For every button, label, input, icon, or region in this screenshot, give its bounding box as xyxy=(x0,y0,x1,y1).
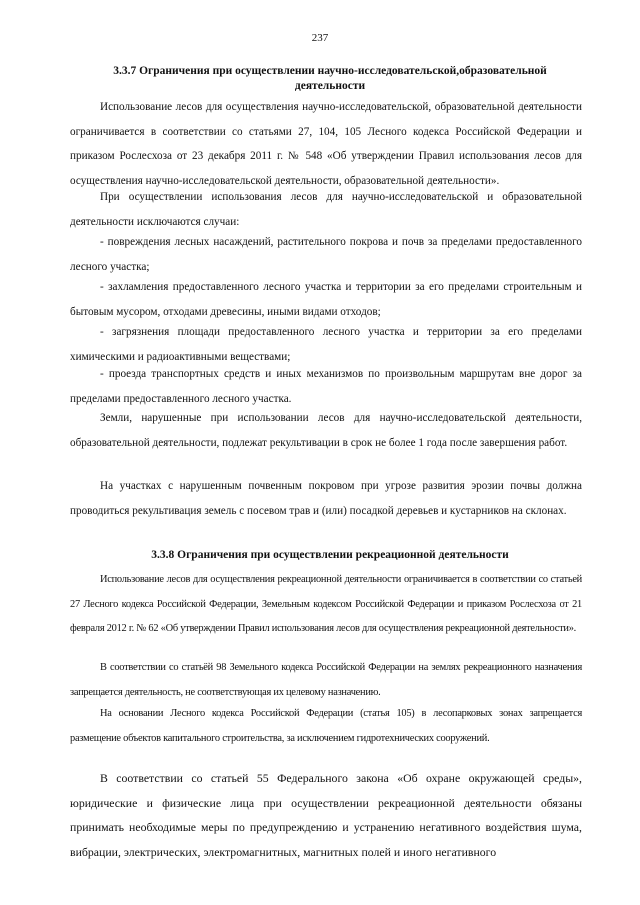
paragraph: На участках с нарушенным почвенным покровом при угрозе развития эрозии почвы должна проводиться рекультивация земель с посевом трав и (или) посадкой деревьев и кустарников на склонах. xyxy=(70,480,582,517)
list-item: - повреждения лесных насаждений, растительного покрова и почв за пределами предоставленного лесного участка; xyxy=(70,236,582,273)
paragraph: Использование лесов для осуществления рекреационной деятельности ограничивается в соответствии со статьей 27 Лесного кодекса Российской Федерации, Земельным кодексом Российской Федерации и приказом Рослесхоза от 21 февраля 2012 г. № 62 «Об утверждении Правил использования лесов для осуществления рекреационной деятельности». xyxy=(70,574,582,634)
section-heading-3-3-8: 3.3.8 Ограничения при осуществлении рекреационной деятельности xyxy=(151,549,509,561)
paragraph: При осуществлении использования лесов для научно-исследовательской и образовательной деятельности исключаются случаи: xyxy=(70,191,582,228)
section-heading-line: деятельности xyxy=(294,80,366,92)
section-heading-3-3-7 xyxy=(70,64,590,94)
paragraph: В соответствии со статьей 55 Федерального закона «Об охране окружающей среды», юридические и физические лица при осуществлении рекреационной деятельности обязаны принимать необходимые меры по предупреждению и устранению негативного воздействия шума, вибрации, электрических, электромагнитных, магнитных полей и иного негативного xyxy=(70,771,582,859)
paragraph: Использование лесов для осуществления научно-исследовательской, образовательной деятельности ограничивается в соответствии со статьями 27, 104, 105 Лесного кодекса Российской Федерации и приказом Рослесхоза от 23 декабря 2011 г. № 548 «Об утверждении Правил использования лесов для осуществления научно-исследовательской деятельности, образовательной деятельности». xyxy=(70,101,582,187)
page-number: 237 xyxy=(311,32,329,44)
list-item: - проезда транспортных средств и иных механизмов по произвольным маршрутам вне дорог за пределами предоставленного лесного участка. xyxy=(70,368,582,405)
section-heading-line: 3.3.7 Ограничения при осуществлении научно-исследовательской,образовательной xyxy=(113,65,547,77)
paragraph: В соответствии со статьёй 98 Земельного кодекса Российской Федерации на землях рекреационного назначения запрещается деятельность, не соответствующая их целевому назначению. xyxy=(70,662,582,698)
list-item: - захламления предоставленного лесного участка и территории за его пределами строительным и бытовым мусором, отходами древесины, иными видами отходов; xyxy=(70,281,582,318)
paragraph: На основании Лесного кодекса Российской Федерации (статья 105) в лесопарковых зонах запрещается размещение объектов капитального строительства, за исключением гидротехнических сооружений. xyxy=(70,708,582,744)
list-item: - загрязнения площади предоставленного лесного участка и территории за его пределами химическими и радиоактивными веществами; xyxy=(70,326,582,363)
paragraph: Земли, нарушенные при использовании лесов для научно-исследовательской деятельности, образовательной деятельности, подлежат рекультивации в срок не более 1 года после завершения работ. xyxy=(70,412,582,449)
